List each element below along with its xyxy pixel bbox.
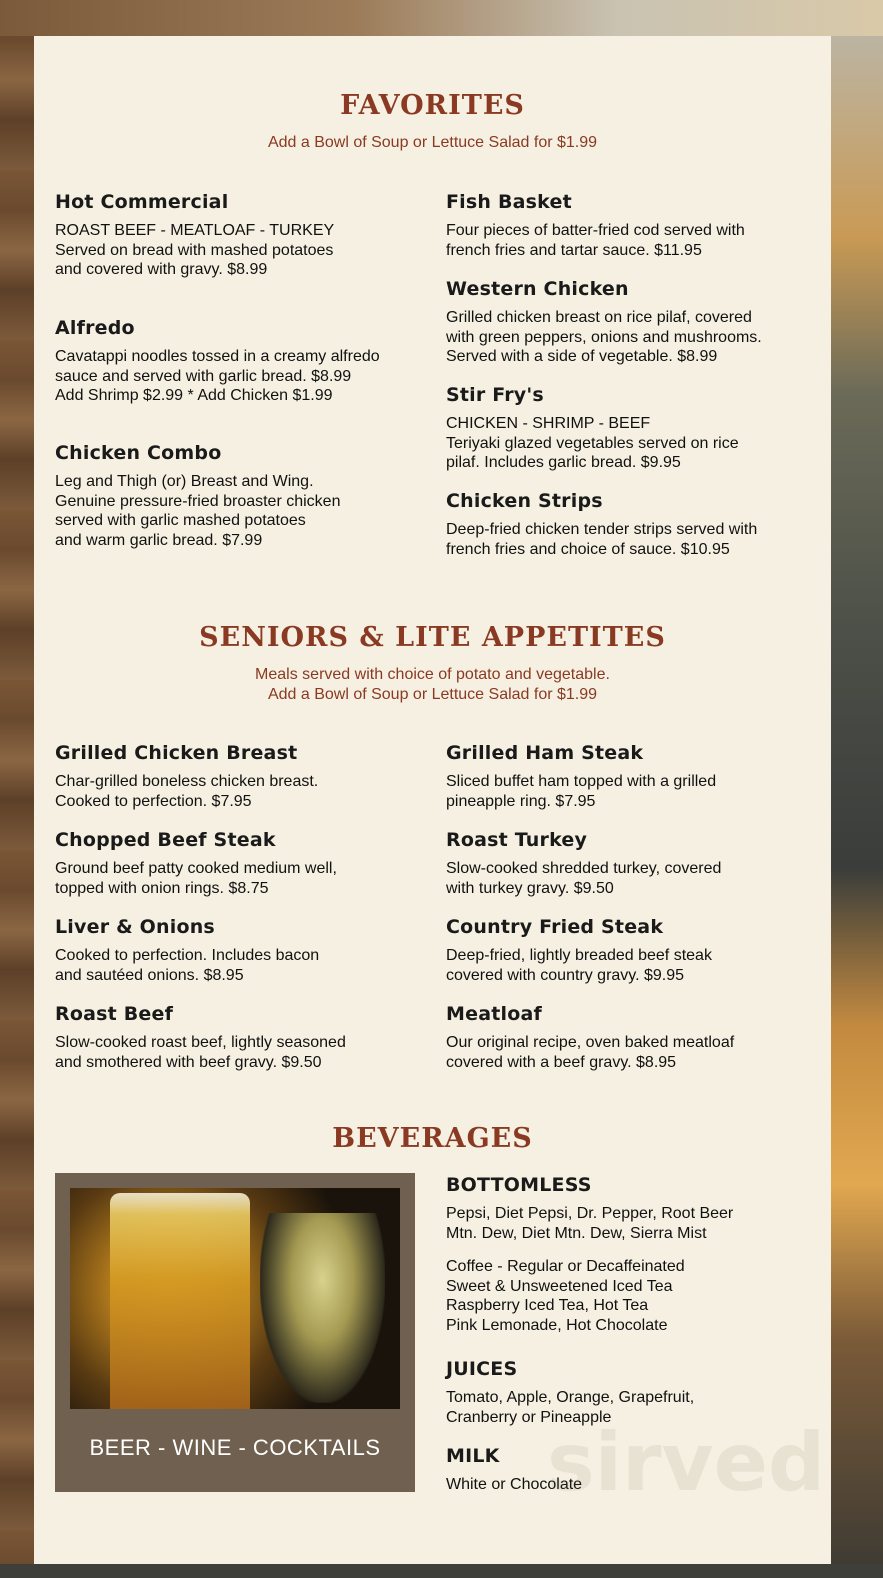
description-line: Tomato, Apple, Orange, Grapefruit, bbox=[446, 1389, 695, 1406]
description-line: Served with a side of vegetable. $8.99 bbox=[446, 348, 718, 365]
item-name: Country Fried Steak bbox=[446, 916, 664, 938]
menu-item bbox=[55, 742, 405, 811]
item-description bbox=[446, 414, 796, 473]
item-name: Roast Beef bbox=[55, 1003, 174, 1025]
description-line: and warm garlic bread. $7.99 bbox=[55, 531, 263, 549]
item-name: Fish Basket bbox=[446, 191, 572, 213]
description-line: french fries and tartar sauce. $11.95 bbox=[446, 241, 702, 259]
beverages-heading: BEVERAGES bbox=[332, 1123, 533, 1154]
item-name: Liver & Onions bbox=[55, 916, 215, 938]
menu-item bbox=[446, 829, 796, 898]
beverage-photo-panel bbox=[55, 1173, 415, 1492]
menu-item bbox=[55, 1003, 405, 1072]
item-description bbox=[55, 946, 405, 985]
item-name: Hot Commercial bbox=[55, 191, 229, 213]
beverage-group-name: JUICES bbox=[446, 1358, 518, 1380]
item-name: Alfredo bbox=[55, 317, 135, 339]
description-line: pineapple ring. $7.95 bbox=[446, 792, 596, 810]
description-line: Mtn. Dew, Diet Mtn. Dew, Sierra Mist bbox=[446, 1224, 707, 1242]
description-line: Slow-cooked shredded turkey, covered bbox=[446, 860, 722, 877]
item-description bbox=[446, 1033, 796, 1072]
wine-glass-image bbox=[260, 1213, 385, 1403]
favorites-subtitle: Add a Bowl of Soup or Lettuce Salad for $1.99 bbox=[267, 134, 598, 151]
description-line: Slow-cooked roast beef, lightly seasoned bbox=[55, 1034, 346, 1051]
description-line: french fries and choice of sauce. $10.95 bbox=[446, 540, 730, 558]
item-name: Meatloaf bbox=[446, 1003, 542, 1025]
menu-item bbox=[446, 278, 796, 367]
menu-item bbox=[55, 442, 405, 550]
item-description bbox=[446, 308, 796, 367]
description-line: Leg and Thigh (or) Breast and Wing. bbox=[55, 473, 314, 490]
seniors-subtitle-line1: Meals served with choice of potato and vegetable. bbox=[255, 666, 610, 683]
item-description bbox=[446, 859, 796, 898]
description-line: and sautéed onions. $8.95 bbox=[55, 966, 244, 984]
description-line: and smothered with beef gravy. $9.50 bbox=[55, 1053, 322, 1071]
item-description bbox=[55, 347, 405, 406]
description-line: Four pieces of batter-fried cod served with bbox=[446, 222, 745, 239]
description-line: covered with country gravy. $9.95 bbox=[446, 966, 685, 984]
background-bottom bbox=[0, 1564, 883, 1578]
description-line: ROAST BEEF - MEATLOAF - TURKEY bbox=[55, 222, 335, 239]
item-description bbox=[55, 772, 405, 811]
item-name: Chicken Combo bbox=[55, 442, 222, 464]
photo-caption: BEER - WINE - COCKTAILS bbox=[89, 1435, 381, 1460]
menu-item bbox=[55, 829, 405, 898]
item-description bbox=[55, 221, 405, 280]
description-line: Cavatappi noodles tossed in a creamy alfredo bbox=[55, 348, 380, 365]
description-line: with green peppers, onions and mushrooms. bbox=[446, 328, 762, 346]
description-line: Served on bread with mashed potatoes bbox=[55, 241, 334, 259]
description-line: pilaf. Includes garlic bread. $9.95 bbox=[446, 454, 681, 471]
item-name: Western Chicken bbox=[446, 278, 629, 300]
description-line: and covered with gravy. $8.99 bbox=[55, 261, 268, 278]
item-description bbox=[446, 520, 796, 559]
favorites-heading: FAVORITES bbox=[340, 90, 525, 121]
beer-mug-image bbox=[110, 1193, 250, 1409]
menu-item bbox=[55, 317, 405, 406]
description-line: served with garlic mashed potatoes bbox=[55, 512, 306, 529]
item-name: Grilled Ham Steak bbox=[446, 742, 644, 764]
beverage-group bbox=[446, 1174, 796, 1335]
beverage-list bbox=[446, 1204, 796, 1335]
item-name: Chopped Beef Steak bbox=[55, 829, 276, 851]
menu-item bbox=[55, 916, 405, 985]
menu-item bbox=[446, 1003, 796, 1072]
description-line: CHICKEN - SHRIMP - BEEF bbox=[446, 415, 651, 432]
beer-wine-photo bbox=[70, 1188, 400, 1409]
lake-background-right bbox=[823, 0, 883, 1578]
item-name: Roast Turkey bbox=[446, 829, 588, 851]
description-line: Raspberry Iced Tea, Hot Tea bbox=[446, 1297, 649, 1314]
item-description bbox=[55, 1033, 405, 1072]
item-description bbox=[446, 221, 796, 260]
item-name: Grilled Chicken Breast bbox=[55, 742, 298, 764]
item-description bbox=[55, 859, 405, 898]
seniors-heading: SENIORS & LITE APPETITES bbox=[199, 622, 666, 653]
description-line: with turkey gravy. $9.50 bbox=[446, 879, 614, 897]
seniors-subtitle-line2: Add a Bowl of Soup or Lettuce Salad for $1.99 bbox=[267, 686, 598, 703]
description-line: Pink Lemonade, Hot Chocolate bbox=[446, 1316, 668, 1334]
description-line: Add Shrimp $2.99 * Add Chicken $1.99 bbox=[55, 387, 333, 404]
beverage-group-name: BOTTOMLESS bbox=[446, 1174, 592, 1196]
description-line: Sweet & Unsweetened Iced Tea bbox=[446, 1277, 673, 1295]
item-name: Chicken Strips bbox=[446, 490, 603, 512]
description-line: Cooked to perfection. $7.95 bbox=[55, 792, 252, 810]
description-line: Cranberry or Pineapple bbox=[446, 1408, 612, 1426]
description-line: Deep-fried, lightly breaded beef steak bbox=[446, 947, 712, 964]
description-line: Sliced buffet ham topped with a grilled bbox=[446, 773, 717, 790]
description-line: Our original recipe, oven baked meatloaf bbox=[446, 1034, 735, 1051]
menu-item bbox=[446, 384, 796, 473]
beverage-group-name: MILK bbox=[446, 1445, 500, 1467]
item-name: Stir Fry's bbox=[446, 384, 544, 406]
description-line: Char-grilled boneless chicken breast. bbox=[55, 773, 319, 790]
sirved-watermark: sirved bbox=[547, 1416, 826, 1509]
description-line: sauce and served with garlic bread. $8.99 bbox=[55, 367, 352, 385]
description-line: Deep-fried chicken tender strips served with bbox=[446, 521, 758, 538]
wood-background-left bbox=[0, 0, 36, 1578]
description-line: Grilled chicken breast on rice pilaf, covered bbox=[446, 309, 752, 326]
description-line: White or Chocolate bbox=[446, 1476, 583, 1493]
menu-item bbox=[446, 916, 796, 985]
spacer bbox=[446, 1243, 796, 1257]
description-line: Teriyaki glazed vegetables served on rice bbox=[446, 434, 739, 452]
menu-item bbox=[446, 742, 796, 811]
item-description bbox=[446, 946, 796, 985]
description-line: Coffee - Regular or Decaffeinated bbox=[446, 1258, 685, 1275]
description-line: Cooked to perfection. Includes bacon bbox=[55, 947, 320, 964]
background-top bbox=[0, 0, 883, 36]
description-line: Ground beef patty cooked medium well, bbox=[55, 860, 337, 877]
description-line: Genuine pressure-fried broaster chicken bbox=[55, 492, 341, 510]
menu-item bbox=[55, 191, 405, 280]
item-description bbox=[55, 472, 405, 550]
description-line: covered with a beef gravy. $8.95 bbox=[446, 1053, 677, 1071]
menu-item bbox=[446, 191, 796, 260]
description-line: Pepsi, Diet Pepsi, Dr. Pepper, Root Beer bbox=[446, 1205, 734, 1222]
item-description bbox=[446, 772, 796, 811]
description-line: topped with onion rings. $8.75 bbox=[55, 879, 269, 897]
menu-item bbox=[446, 490, 796, 559]
menu-page bbox=[34, 36, 831, 1564]
